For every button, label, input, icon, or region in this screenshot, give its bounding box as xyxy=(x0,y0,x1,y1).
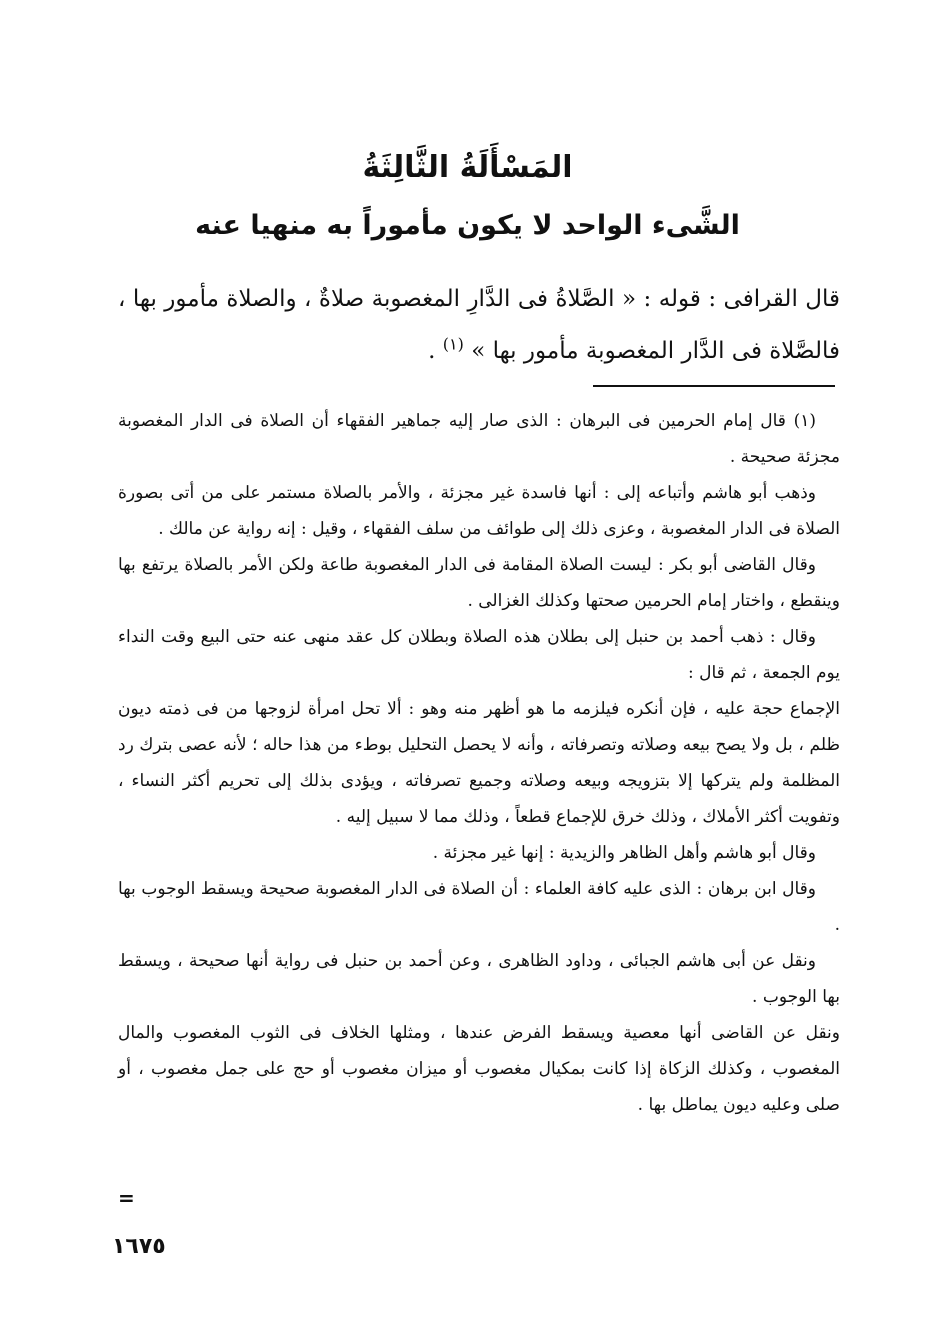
main-text-end: . xyxy=(428,338,443,364)
section-subtitle: الشَّىء الواحد لا يكون مأموراً به منهيا عنه xyxy=(195,210,740,241)
footnote-paragraph: ونقل عن القاضى أنها معصية ويسقط الفرض عندها ، ومثلها الخلاف فى الثوب المغصوب والمال المغصوب ، وكذلك الزكاة إذا كانت بمكيال مغصوب أو ميزان مغصوب أو حج على جمل مغصوب ، أو صلى وعليه ديون يماطل بها . xyxy=(118,1023,840,1115)
footnote-paragraph: وذهب أبو هاشم وأتباعه إلى : أنها فاسدة غير مجزئة ، والأمر بالصلاة مستمر على من أتى بصورة الصلاة فى الدار المغصوبة ، وعزى ذلك إلى طوائف من سلف الفقهاء ، وقيل : إنه رواية عن مالك . xyxy=(118,483,840,539)
section-title: المَسْأَلَةُ الثَّالِثَةُ xyxy=(362,150,573,185)
footnote-paragraph: (١) قال إمام الحرمين فى البرهان : الذى صار إليه جماهير الفقهاء أن الصلاة فى الدار المغصوبة مجزئة صحيحة . xyxy=(118,411,840,467)
main-paragraph xyxy=(118,273,840,377)
footnote-paragraph: وقال أبو هاشم وأهل الظاهر والزيدية : إنها غير مجزئة . xyxy=(432,843,816,863)
footnote-paragraph: وقال ابن برهان : الذى عليه كافة العلماء : أن الصلاة فى الدار المغصوبة صحيحة ويسقط الوجوب بها . xyxy=(118,879,840,935)
footnote-paragraph: وقال : ذهب أحمد بن حنبل إلى بطلان هذه الصلاة وبطلان كل عقد منهى عنه حتى البيع وقت النداء يوم الجمعة ، ثم قال : xyxy=(118,627,840,683)
footnote-separator-rule xyxy=(593,385,835,387)
main-text-body: قال القرافى : قوله : « الصَّلاةُ فى الدَّارِ المغصوبة صلاةٌ ، والصلاة مأمور بها ، فالصَّلاة فى الدَّار المغصوبة مأمور بها » xyxy=(118,286,840,364)
footnote-paragraph: وقال القاضى أبو بكر : ليست الصلاة المقامة فى الدار المغصوبة طاعة ولكن الأمر بالصلاة يرتفع بها وينقطع ، واختار إمام الحرمين صحتها وكذلك الغزالى . xyxy=(118,555,840,611)
footnote-paragraph: ونقل عن أبى هاشم الجبائى ، وداود الظاهرى ، وعن أحمد بن حنبل فى رواية أنها صحيحة ، ويسقط بها الوجوب . xyxy=(118,951,840,1007)
footnote-paragraph: الإجماع حجة عليه ، فإن أنكره فيلزمه ما هو أظهر منه وهو : ألا تحل امرأة لزوجها من فى ذمته ديون ظلم ، بل ولا يصح بيعه وصلاته وتصرفاته ، وأنه لا يحصل التحليل بوطء من هذا حاله ؛ لأنه عصى بترك رد المظلمة ولم يتركها إلا بتزويجه وبيعه وصلاته وجميع تصرفاته ، ويؤدى بذلك إلى تحريم أكثر النساء ، وتفويت أكثر الأملاك ، وذلك خرق للإجماع قطعاً ، وذلك مما لا سبيل إليه . xyxy=(118,699,840,827)
footnote-reference: (١) xyxy=(442,334,464,354)
page-number: ١٦٧٥ xyxy=(112,1234,166,1259)
footnotes-block xyxy=(118,403,840,1123)
continuation-marker: = xyxy=(118,1186,135,1210)
